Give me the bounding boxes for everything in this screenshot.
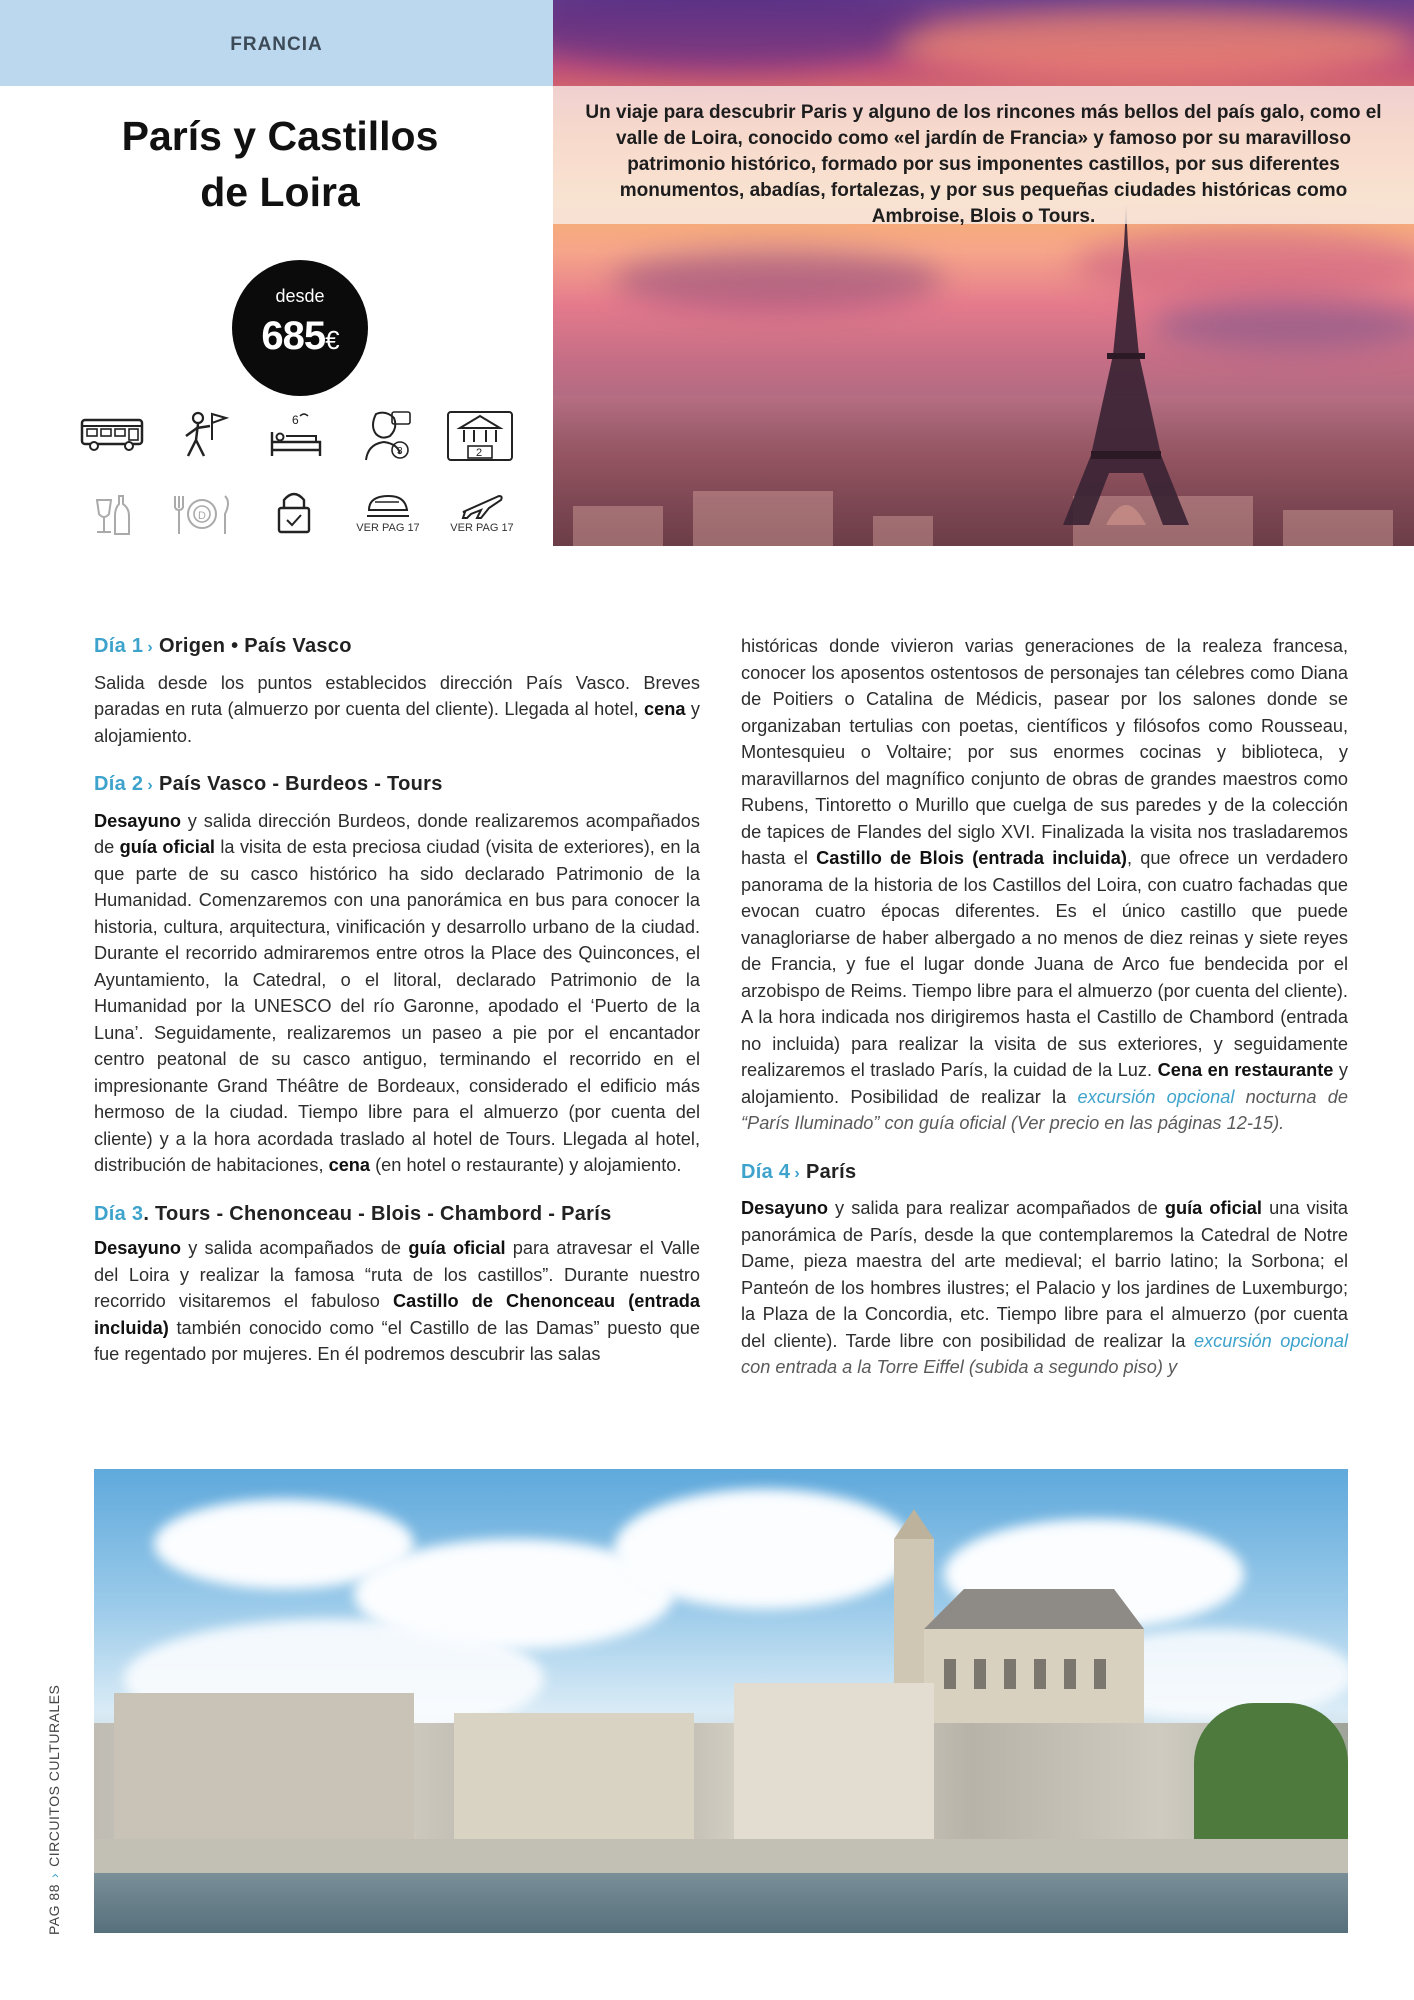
day-1-text: Salida desde los puntos establecidos dirección País Vasco. Breves paradas en ruta (almuerzo por cuenta del cliente). Llegada al hotel, cena y alojamiento. — [94, 672, 700, 746]
svg-text:3: 3 — [397, 446, 403, 457]
train-icon — [352, 490, 424, 550]
day-4-number: Día 4 — [741, 1160, 791, 1183]
day-4-text: Desayuno y salida para realizar acompañados de guía oficial una visita panorámica de París, desde la que contemplaremos la Catedral de Notre Dame, pieza maestra del arte medieval; el barrio latino; la Sorbona; el Panteón de los hombres ilustres; el Palacio y los jardines de Luxemburgo; la Plaza de la Concordia, etc. Tiempo libre para el almuerzo (por cuenta del cliente). Tarde libre con posibilidad de realizar la excursión opcional con entrada a la Torre Eiffel (subida a segundo piso) y — [741, 1198, 1348, 1377]
day-2-route: País Vasco - Burdeos - Tours — [158, 773, 443, 795]
day-3-number: Día 3 — [94, 1202, 144, 1225]
svg-text:6: 6 — [292, 413, 299, 427]
itinerary-right-column — [741, 633, 1348, 1381]
blois-photo — [94, 1469, 1348, 1933]
hero-image-paris — [553, 0, 1414, 546]
meals-icon — [166, 490, 238, 550]
chevron-right-icon: › — [147, 777, 153, 794]
price-amount: 685 — [261, 314, 326, 358]
price-value — [232, 314, 368, 359]
day-4-route: París — [805, 1160, 857, 1183]
day-3-text-part1: Desayuno y salida acompañados de guía oficial para atravesar el Valle del Loira y realizar la famosa “ruta de los castillos”. Durante nuestro recorrido visitaremos el fabuloso Castillo de Chenonceau (entrada incluida) también conocido como “el Castillo de las Damas” puesto que fue regentado por mujeres. En él podremos descubrir las salas — [94, 1238, 700, 1364]
optional-excursion-link[interactable]: excursión opcional — [1077, 1086, 1235, 1107]
chevron-right-icon: › — [794, 1164, 800, 1182]
page-number: PAG 88 — [46, 1884, 62, 1935]
svg-text:D: D — [198, 510, 206, 522]
region-label: FRANCIA — [230, 34, 323, 55]
day-2-number: Día 2 — [94, 773, 144, 795]
plane-caption: VER PAG 17 — [450, 522, 514, 534]
itinerary-left-column — [94, 633, 700, 1368]
local-guide-icon — [350, 410, 422, 470]
bus-icon — [76, 414, 148, 474]
plane-icon — [446, 490, 518, 550]
insurance-lock-icon — [258, 490, 330, 550]
day-4-heading — [741, 1159, 1348, 1188]
price-badge — [232, 260, 368, 396]
price-from-label: desde — [275, 286, 325, 306]
chevron-right-icon: › — [46, 1872, 62, 1878]
day-2-heading — [94, 771, 700, 800]
title-line-2: de Loira — [200, 169, 360, 215]
page-footer — [46, 1685, 62, 1935]
svg-text:2: 2 — [476, 447, 483, 459]
title-line-1: París y Castillos — [121, 113, 439, 159]
section-name: CIRCUITOS CULTURALES — [46, 1684, 62, 1867]
day-3-route: . Tours - Chenonceau - Blois - Chambord - París — [143, 1202, 612, 1225]
train-caption: VER PAG 17 — [356, 522, 420, 534]
optional-excursion-link[interactable]: excursión opcional — [1193, 1330, 1348, 1351]
day-1-route: Origen • País Vasco — [158, 635, 352, 657]
chevron-right-icon: › — [147, 639, 153, 656]
guide-flag-icon — [170, 410, 242, 470]
price-currency: € — [325, 325, 339, 355]
day-1-heading — [94, 633, 700, 662]
page-title — [110, 108, 450, 220]
eiffel-tower-icon — [1061, 205, 1191, 525]
day-1-number: Día 1 — [94, 635, 144, 657]
day-2-text: Desayuno y salida dirección Burdeos, donde realizaremos acompañados de guía oficial la visita de esta preciosa ciudad (visita de exteriores), en la que parte de su casco histórico ha sido declarado Patrimonio de la Humanidad. Comenzaremos con una panorámica en bus para conocer la historia, cultura, arquitectura, vinificación y desarrollo urbano de la ciudad. Durante el recorrido admiraremos entre otros la Place des Quinconces, el Ayuntamiento, la Catedral, o el litoral, declarado Patrimonio de la Humanidad por la UNESCO del río Garonne, apodado el ‘Puerto de la Luna’. Seguidamente, realizaremos un paseo a pie por el encantador centro peatonal de su casco antiguo, terminando el recorrido en el impresionante Grand Théâtre de Bordeaux, considerado el edificio más hermoso de la ciudad. Tiempo libre para el almuerzo (por cuenta del cliente) y a la hora acordada traslado al hotel de Tours. Llegada al hotel, distribución de habitaciones, cena (en hotel o restaurante) y alojamiento. — [94, 810, 700, 1175]
day-3-heading — [94, 1201, 700, 1228]
hotel-bed-icon — [260, 410, 332, 470]
drinks-icon — [76, 490, 148, 550]
hero-caption: Un viaje para descubrir Paris y alguno de los rincones más bellos del país galo, como el valle de Loira, conocido como «el jardín de Francia» y famoso por su maravilloso patrimonio histórico, formado por sus imponentes castillos, por sus diferentes monumentos, abadías, fortalezas, y por sus pequeñas ciudades históricas como Ambroise, Blois o Tours. — [585, 102, 1382, 227]
monument-entrance-icon — [444, 408, 516, 468]
day-3-text-part2: históricas donde vivieron varias generaciones de la realeza francesa, conocer los aposentos ostentosos de personajes tan célebres como Diana de Poitiers o Catalina de Médicis, pasear por los salones donde se organizaban tertulias con poetas, científicos y filósofos como Rousseau, Montesquieu o Voltaire; por sus enormes cocinas y biblioteca, y maravillarnos del magnífico conjunto de obras de grandes maestros como Rubens, Tintoretto o Murillo que cuelga de sus paredes y de la colección de tapices de Flandes del siglo XVI. Finalizada la visita nos trasladaremos hasta el Castillo de Blois (entrada incluida), que ofrece un verdadero panorama de la historia de los Castillos del Loira, con cuatro fachadas que evocan cuatro épocas diferentes. Es el único castillo que puede vanagloriarse de haber albergado a no menos de diez reinas y siete reyes de Francia, y fue el lugar donde Juana de Arco fue bendecida por el arzobispo de Reims. Tiempo libre para el almuerzo (por cuenta del cliente). A la hora indicada nos dirigiremos hasta el Castillo de Chambord (entrada no incluida) para realizar la visita de sus exteriores, y seguidamente realizaremos el traslado París, la cuidad de la Luz. Cena en restaurante y alojamiento. Posibilidad de realizar la excursión opcional nocturna de “París Iluminado” con guía oficial (Ver precio en las páginas 12-15). — [741, 636, 1348, 1133]
